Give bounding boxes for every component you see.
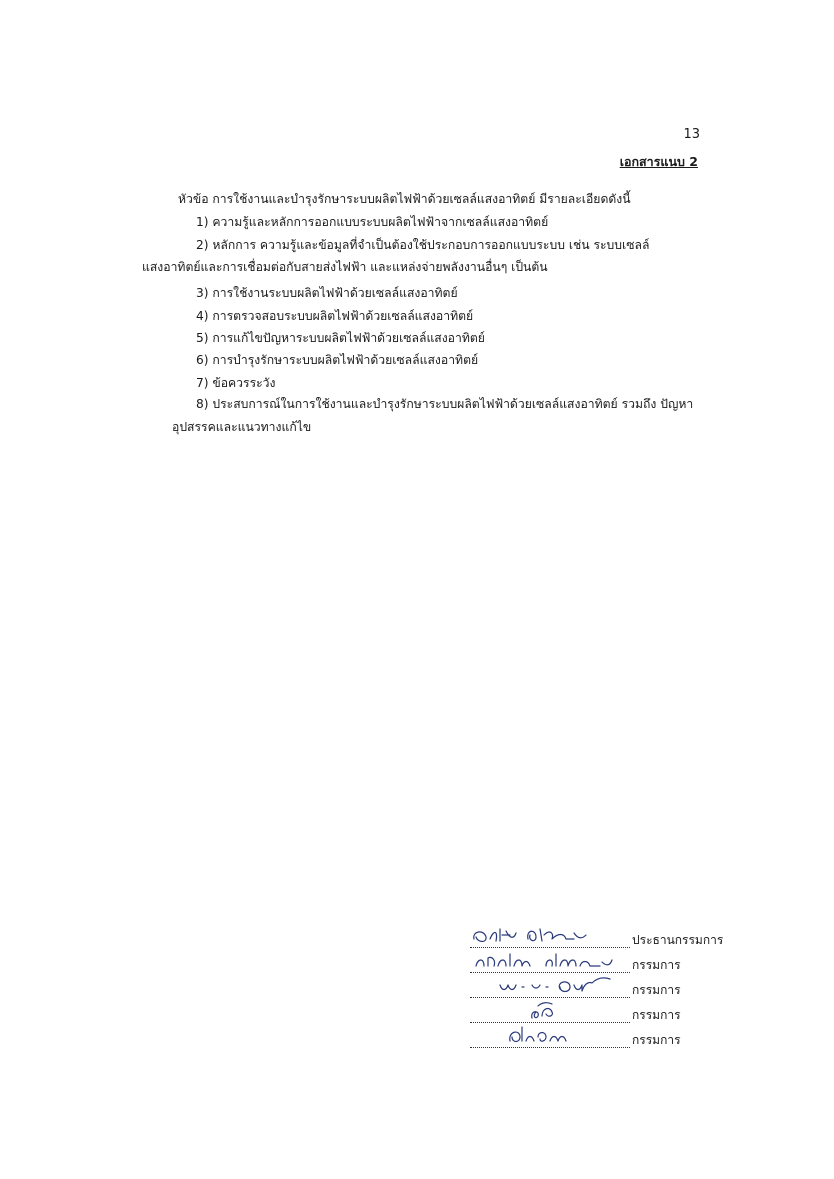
signature-row — [470, 1000, 800, 1025]
attachment-label: เอกสารแนบ 2 — [619, 154, 698, 169]
signature-row — [470, 950, 800, 975]
signature-role: กรรมการ — [632, 983, 681, 997]
handwritten-signature — [470, 998, 630, 1022]
handwritten-signature — [470, 1023, 630, 1047]
signature-role: กรรมการ — [632, 958, 681, 972]
handwritten-signature — [470, 973, 630, 997]
list-item: 7) ข้อควรระวัง — [196, 376, 276, 390]
signature-block — [470, 925, 800, 1050]
list-item: 8) ประสบการณ์ในการใช้งานและบำรุงรักษาระบบผลิตไฟฟ้าด้วยเซลล์แสงอาทิตย์ รวมถึง ปัญหา — [196, 397, 694, 411]
list-item: 1) ความรู้และหลักการออกแบบระบบผลิตไฟฟ้าจากเซลล์แสงอาทิตย์ — [196, 215, 549, 229]
signature-row — [470, 1025, 800, 1050]
list-item-continuation: แสงอาทิตย์และการเชื่อมต่อกับสายส่งไฟฟ้า และแหล่งจ่ายพลังงานอื่นๆ เป็นต้น — [142, 260, 548, 274]
signature-role: กรรมการ — [632, 1008, 681, 1022]
page-number: 13 — [683, 127, 700, 142]
list-item: 5) การแก้ไขปัญหาระบบผลิตไฟฟ้าด้วยเซลล์แสงอาทิตย์ — [196, 331, 485, 345]
list-item: 2) หลักการ ความรู้และข้อมูลที่จำเป็นต้องใช้ประกอบการออกแบบระบบ เช่น ระบบเซลล์ — [196, 238, 650, 252]
signature-row — [470, 925, 800, 950]
signature-role: ประธานกรรมการ — [632, 933, 724, 947]
signature-role: กรรมการ — [632, 1033, 681, 1047]
list-item-continuation: อุปสรรคและแนวทางแก้ไข — [172, 420, 312, 434]
list-item: 3) การใช้งานระบบผลิตไฟฟ้าด้วยเซลล์แสงอาทิตย์ — [196, 286, 458, 300]
signature-row — [470, 975, 800, 1000]
signature-line — [470, 1047, 630, 1048]
list-item: 6) การบำรุงรักษาระบบผลิตไฟฟ้าด้วยเซลล์แสงอาทิตย์ — [196, 353, 479, 367]
handwritten-signature — [470, 923, 630, 947]
list-item: 4) การตรวจสอบระบบผลิตไฟฟ้าด้วยเซลล์แสงอาทิตย์ — [196, 309, 474, 323]
topic-line: หัวข้อ การใช้งานและบำรุงรักษาระบบผลิตไฟฟ้าด้วยเซลล์แสงอาทิตย์ มีรายละเอียดดังนี้ — [178, 192, 631, 206]
handwritten-signature — [470, 948, 630, 972]
